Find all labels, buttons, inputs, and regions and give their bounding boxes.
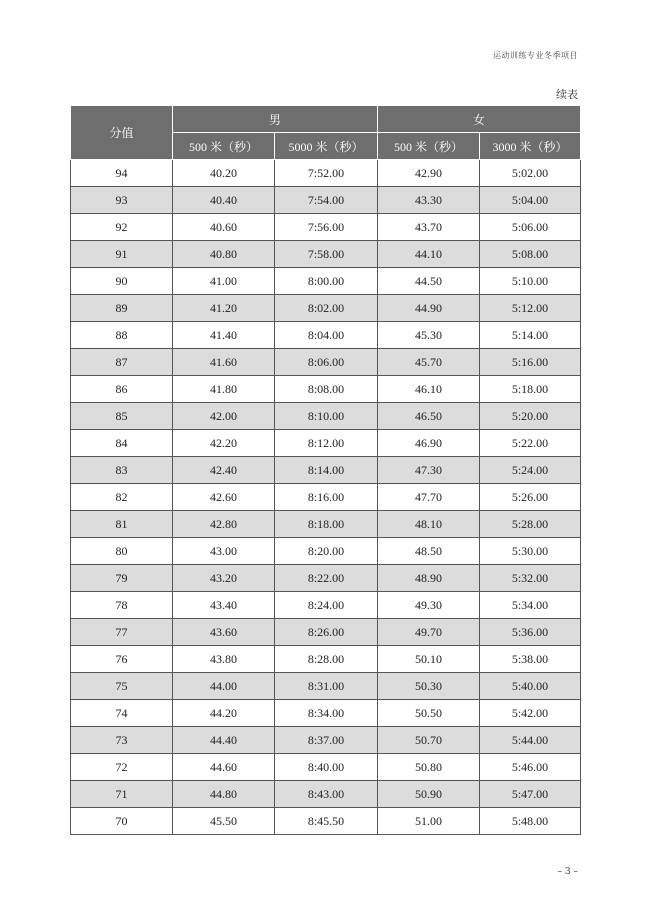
female-500m-cell: 51.00 [378,808,480,835]
male-500m-cell: 41.20 [173,295,275,322]
score-cell: 83 [71,457,173,484]
score-cell: 93 [71,187,173,214]
table-row [71,160,581,187]
male-500m-cell: 40.20 [173,160,275,187]
female-3000m-cell: 5:44.00 [480,727,581,754]
female-3000m-cell: 5:47.00 [480,781,581,808]
table-row [71,376,581,403]
female-500m-cell: 43.70 [378,214,480,241]
score-cell: 90 [71,268,173,295]
female-3000m-cell: 5:40.00 [480,673,581,700]
male-500m-cell: 41.00 [173,268,275,295]
male-5000m-cell: 8:10.00 [275,403,378,430]
female-3000m-cell: 5:36.00 [480,619,581,646]
female-500m-cell: 48.10 [378,511,480,538]
female-500m-cell: 46.50 [378,403,480,430]
female-500m-cell: 50.80 [378,754,480,781]
score-cell: 91 [71,241,173,268]
table-row [71,430,581,457]
male-500m-cell: 41.40 [173,322,275,349]
female-500m-cell: 50.90 [378,781,480,808]
table-row [71,268,581,295]
female-3000m-cell: 5:04.00 [480,187,581,214]
running-title: 运动训练专业冬季项目 [493,51,578,60]
male-5000m-cell: 7:56.00 [275,214,378,241]
female-500m-cell: 50.70 [378,727,480,754]
male-5000m-cell: 8:22.00 [275,565,378,592]
table-row [71,781,581,808]
female-500m-cell: 49.70 [378,619,480,646]
male-500m-cell: 42.80 [173,511,275,538]
table-row [71,619,581,646]
score-cell: 71 [71,781,173,808]
male-500m-cell: 44.00 [173,673,275,700]
male-5000m-cell: 8:28.00 [275,646,378,673]
male-5000m-cell: 8:26.00 [275,619,378,646]
score-cell: 88 [71,322,173,349]
table-row [71,646,581,673]
score-cell: 92 [71,214,173,241]
male-500m-cell: 42.40 [173,457,275,484]
male-5000m-cell: 8:06.00 [275,349,378,376]
male-5000m-cell: 8:04.00 [275,322,378,349]
male-500m-cell: 43.00 [173,538,275,565]
table-row [71,592,581,619]
male-500m-cell: 40.80 [173,241,275,268]
male-500m-cell: 44.20 [173,700,275,727]
male-500m-cell: 44.60 [173,754,275,781]
female-3000m-cell: 5:12.00 [480,295,581,322]
table-row [71,403,581,430]
score-cell: 73 [71,727,173,754]
male-5000m-cell: 8:12.00 [275,430,378,457]
male-5000m-cell: 8:00.00 [275,268,378,295]
score-cell: 89 [71,295,173,322]
female-3000m-cell: 5:48.00 [480,808,581,835]
male-group-header: 男 [173,106,378,133]
male-500m-cell: 43.60 [173,619,275,646]
female-500m-cell: 42.90 [378,160,480,187]
table-row [71,349,581,376]
female-3000m-cell: 5:26.00 [480,484,581,511]
score-cell: 79 [71,565,173,592]
male-5000m-cell: 8:34.00 [275,700,378,727]
table-row [71,484,581,511]
female-500m-cell: 48.90 [378,565,480,592]
female-group-header: 女 [378,106,581,133]
male-5000m-cell: 8:18.00 [275,511,378,538]
table-row [71,565,581,592]
female-500m-cell: 46.90 [378,430,480,457]
score-cell: 70 [71,808,173,835]
male-500m-cell: 43.40 [173,592,275,619]
table-row [71,538,581,565]
female-500m-cell: 43.30 [378,187,480,214]
table-row [71,457,581,484]
continued-label: 续表 [556,88,578,101]
female-3000m-cell: 5:08.00 [480,241,581,268]
male-5000m-cell: 8:16.00 [275,484,378,511]
male-5000m-cell: 8:24.00 [275,592,378,619]
table-row [71,187,581,214]
table-row [71,511,581,538]
female-500m-cell: 47.70 [378,484,480,511]
female-500m-cell: 46.10 [378,376,480,403]
score-cell: 72 [71,754,173,781]
male-500m-cell: 42.20 [173,430,275,457]
female-3000m-header: 3000 米（秒） [480,133,581,160]
table-row [71,295,581,322]
male-5000m-cell: 8:20.00 [275,538,378,565]
score-cell: 85 [71,403,173,430]
female-500m-cell: 44.10 [378,241,480,268]
male-5000m-cell: 7:58.00 [275,241,378,268]
female-500m-cell: 45.30 [378,322,480,349]
score-cell: 78 [71,592,173,619]
female-500m-cell: 45.70 [378,349,480,376]
female-3000m-cell: 5:20.00 [480,403,581,430]
male-500m-cell: 42.00 [173,403,275,430]
female-500m-cell: 50.30 [378,673,480,700]
female-3000m-cell: 5:02.00 [480,160,581,187]
female-3000m-cell: 5:32.00 [480,565,581,592]
page-number: – 3 – [557,867,578,877]
table-row [71,700,581,727]
score-cell: 87 [71,349,173,376]
female-3000m-cell: 5:42.00 [480,700,581,727]
male-500m-cell: 43.20 [173,565,275,592]
score-cell: 84 [71,430,173,457]
score-cell: 76 [71,646,173,673]
score-cell: 86 [71,376,173,403]
female-3000m-cell: 5:06.00 [480,214,581,241]
table-row [71,727,581,754]
female-500m-cell: 44.50 [378,268,480,295]
male-5000m-cell: 7:52.00 [275,160,378,187]
male-500m-cell: 45.50 [173,808,275,835]
female-500m-cell: 50.10 [378,646,480,673]
female-500m-cell: 48.50 [378,538,480,565]
female-500m-cell: 47.30 [378,457,480,484]
female-3000m-cell: 5:24.00 [480,457,581,484]
score-cell: 94 [71,160,173,187]
male-500m-cell: 40.40 [173,187,275,214]
male-500m-cell: 43.80 [173,646,275,673]
male-5000m-cell: 8:08.00 [275,376,378,403]
score-cell: 81 [71,511,173,538]
female-3000m-cell: 5:14.00 [480,322,581,349]
male-5000m-cell: 8:43.00 [275,781,378,808]
table-row [71,808,581,835]
female-3000m-cell: 5:34.00 [480,592,581,619]
male-5000m-cell: 8:02.00 [275,295,378,322]
female-3000m-cell: 5:46.00 [480,754,581,781]
score-cell: 80 [71,538,173,565]
table-row [71,241,581,268]
female-3000m-cell: 5:38.00 [480,646,581,673]
male-5000m-cell: 7:54.00 [275,187,378,214]
table-row [71,214,581,241]
male-500m-cell: 44.40 [173,727,275,754]
table-row [71,673,581,700]
male-500m-cell: 42.60 [173,484,275,511]
male-5000m-cell: 8:37.00 [275,727,378,754]
table-body [71,160,581,835]
male-500m-header: 500 米（秒） [173,133,275,160]
female-500m-cell: 44.90 [378,295,480,322]
female-500m-cell: 50.50 [378,700,480,727]
female-500m-cell: 49.30 [378,592,480,619]
table-row [71,322,581,349]
score-cell: 77 [71,619,173,646]
female-3000m-cell: 5:28.00 [480,511,581,538]
score-table [70,105,581,835]
score-cell: 75 [71,673,173,700]
score-column-header: 分值 [71,106,173,160]
table-row [71,754,581,781]
male-5000m-cell: 8:45.50 [275,808,378,835]
male-5000m-cell: 8:40.00 [275,754,378,781]
female-3000m-cell: 5:18.00 [480,376,581,403]
female-3000m-cell: 5:30.00 [480,538,581,565]
male-5000m-header: 5000 米（秒） [275,133,378,160]
male-500m-cell: 44.80 [173,781,275,808]
male-500m-cell: 41.80 [173,376,275,403]
male-500m-cell: 40.60 [173,214,275,241]
male-5000m-cell: 8:31.00 [275,673,378,700]
male-5000m-cell: 8:14.00 [275,457,378,484]
female-3000m-cell: 5:22.00 [480,430,581,457]
score-cell: 74 [71,700,173,727]
male-500m-cell: 41.60 [173,349,275,376]
female-3000m-cell: 5:16.00 [480,349,581,376]
female-3000m-cell: 5:10.00 [480,268,581,295]
female-500m-header: 500 米（秒） [378,133,480,160]
score-cell: 82 [71,484,173,511]
